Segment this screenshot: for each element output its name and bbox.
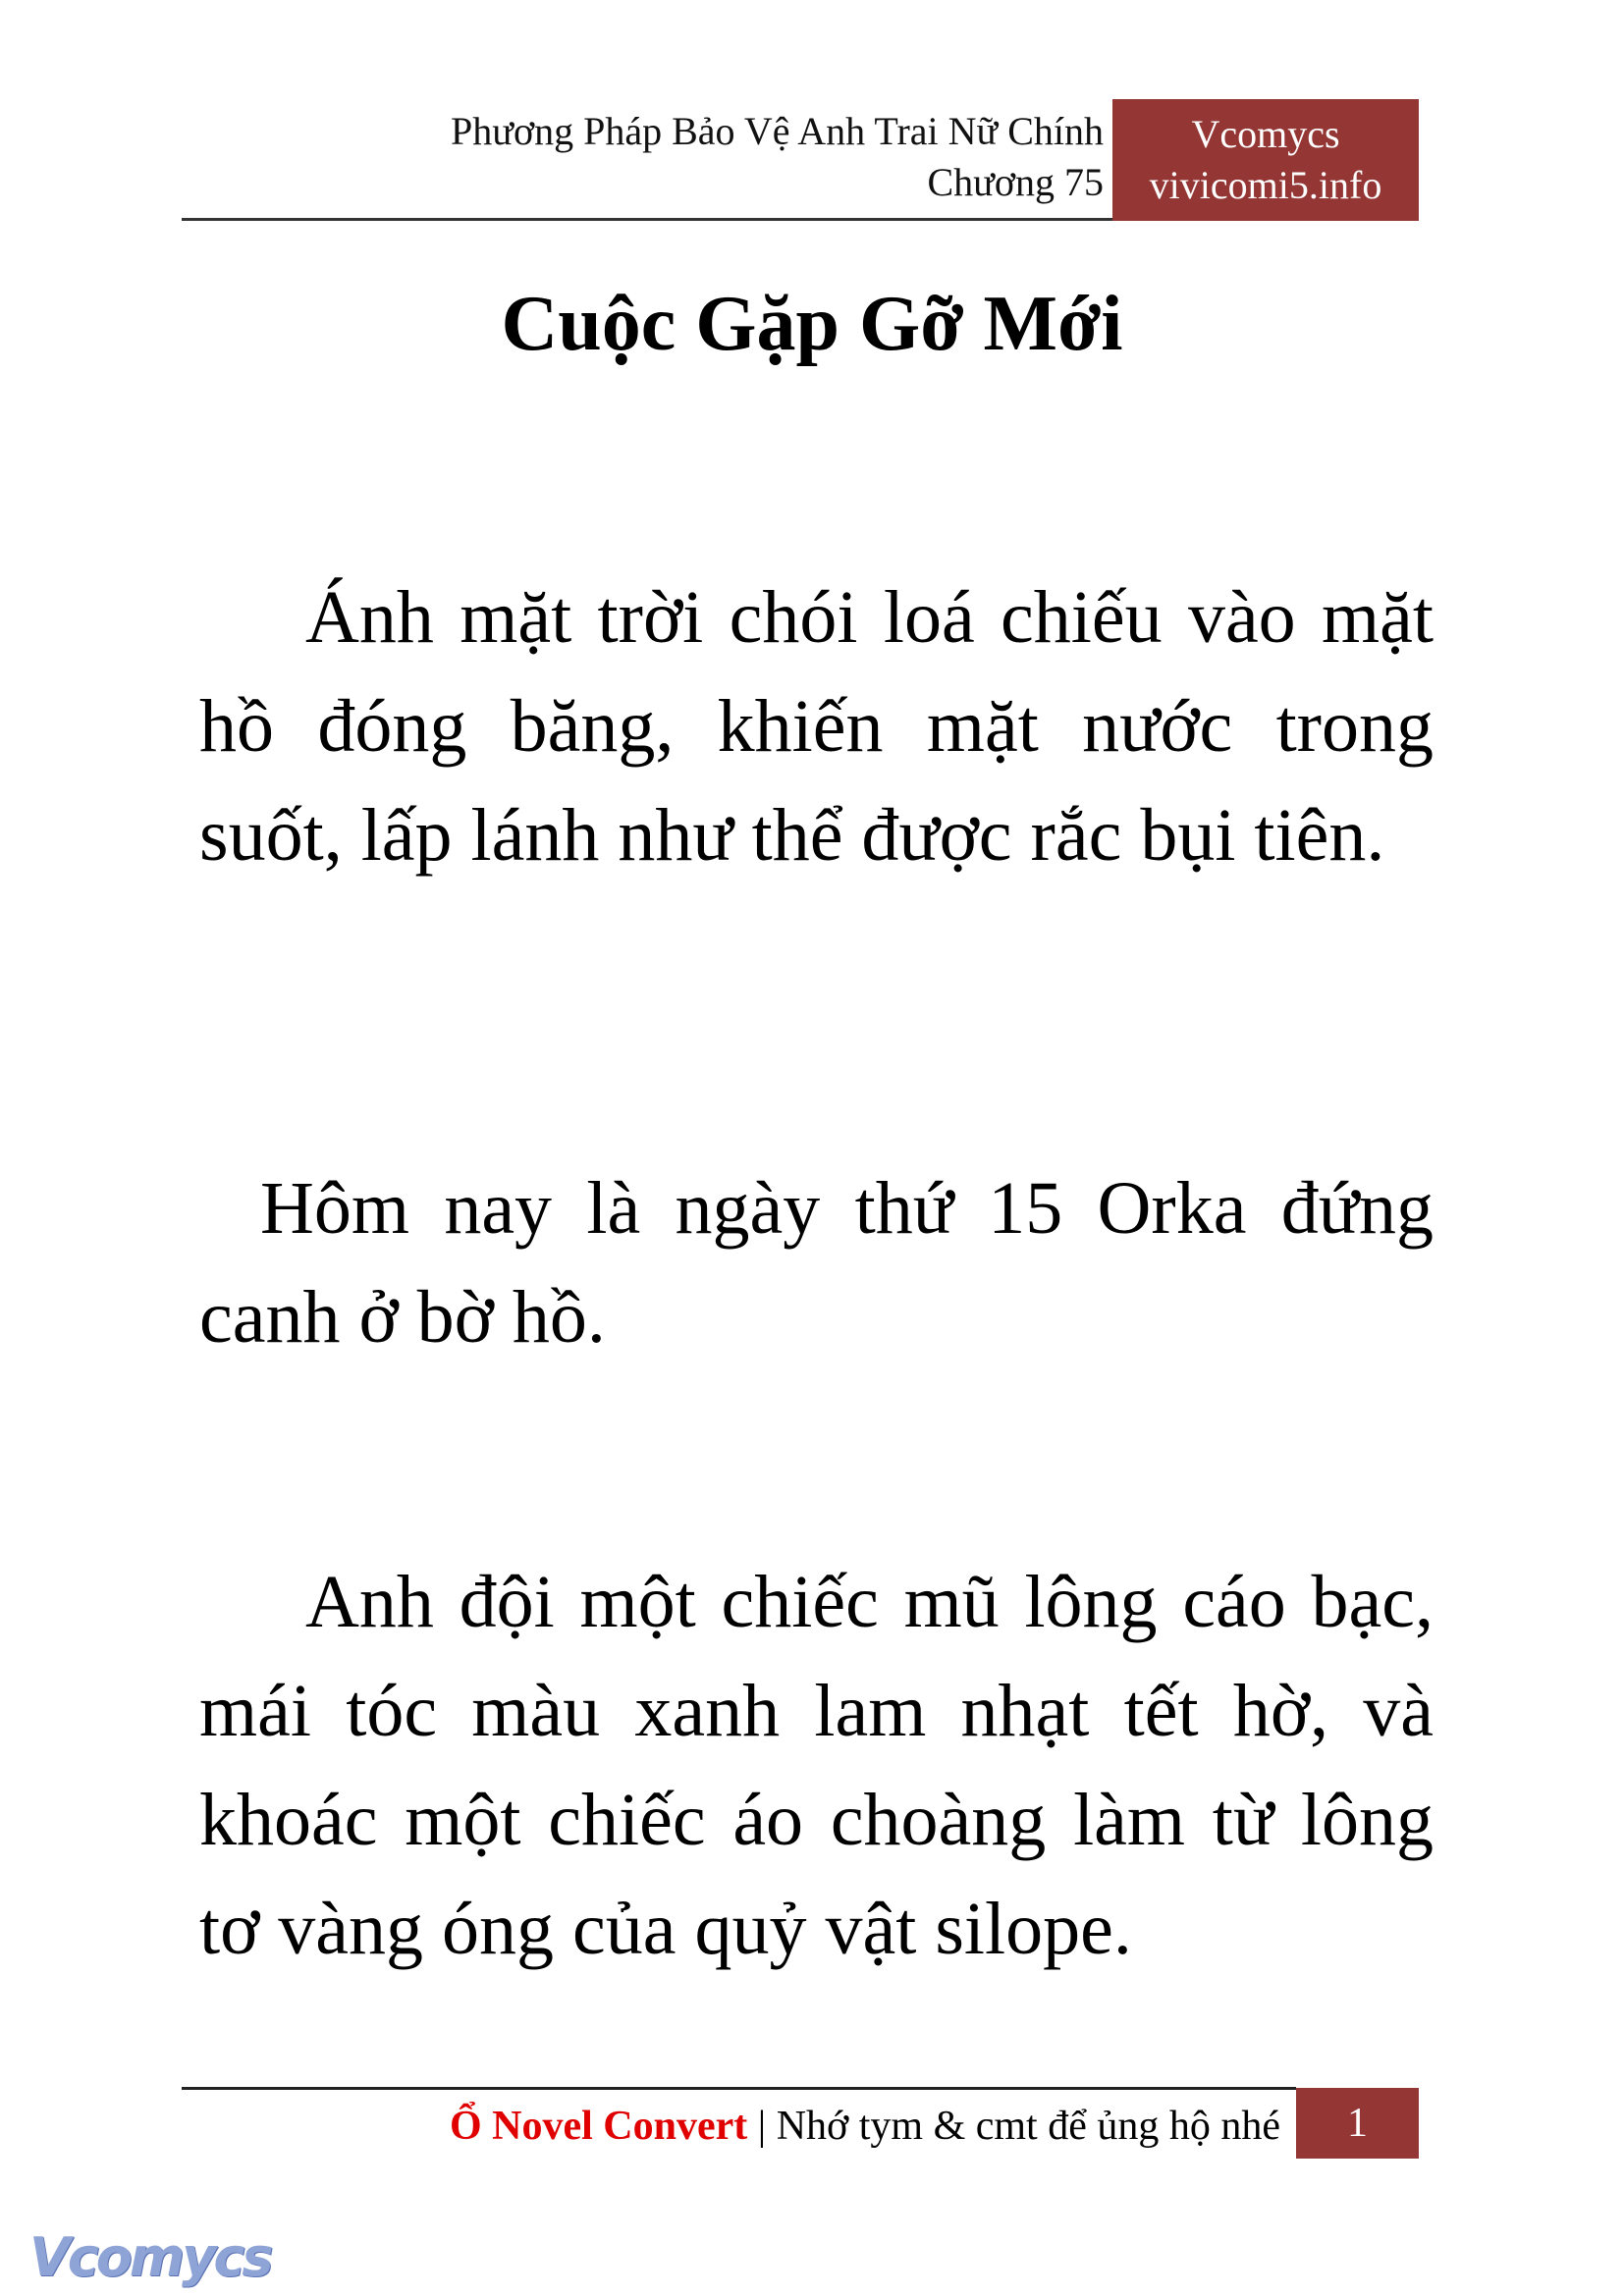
- site-badge: [1112, 99, 1419, 221]
- chapter-number: Chương 75: [927, 160, 1104, 204]
- footer-text: [450, 2097, 1280, 2156]
- page-number: 1: [1296, 2088, 1419, 2159]
- footer-message: Nhớ tym & cmt để ủng hộ nhé: [776, 2104, 1280, 2149]
- footer-separator: |: [757, 2104, 767, 2149]
- watermark-logo: Vcomycs: [29, 2226, 271, 2288]
- book-title: Phương Pháp Bảo Vệ Anh Trai Nữ Chính: [451, 109, 1104, 153]
- chapter-title: Cuộc Gặp Gỡ Mới: [501, 281, 1123, 367]
- site-url: vivicomi5.info: [1149, 163, 1382, 207]
- paragraph: Anh đội một chiếc mũ lông cáo bạc, mái tóc màu xanh lam nhạt tết hờ, và khoác một chiếc áo choàng làm từ lông tơ vàng óng của quỷ vật silope.: [199, 1561, 1434, 1970]
- paragraph: Ánh mặt trời chói loá chiếu vào mặt hồ đóng băng, khiến mặt nước trong suốt, lấp lánh như thể được rắc bụi tiên.: [199, 576, 1434, 877]
- header-divider: [182, 218, 1112, 221]
- running-header: [451, 106, 1104, 208]
- footer-brand: Ổ Novel Convert: [449, 2104, 748, 2149]
- footer-divider: [182, 2087, 1296, 2090]
- paragraph: Hôm nay là ngày thứ 15 Orka đứng canh ở bờ hồ.: [199, 1167, 1434, 1359]
- site-name: Vcomycs: [1191, 112, 1340, 156]
